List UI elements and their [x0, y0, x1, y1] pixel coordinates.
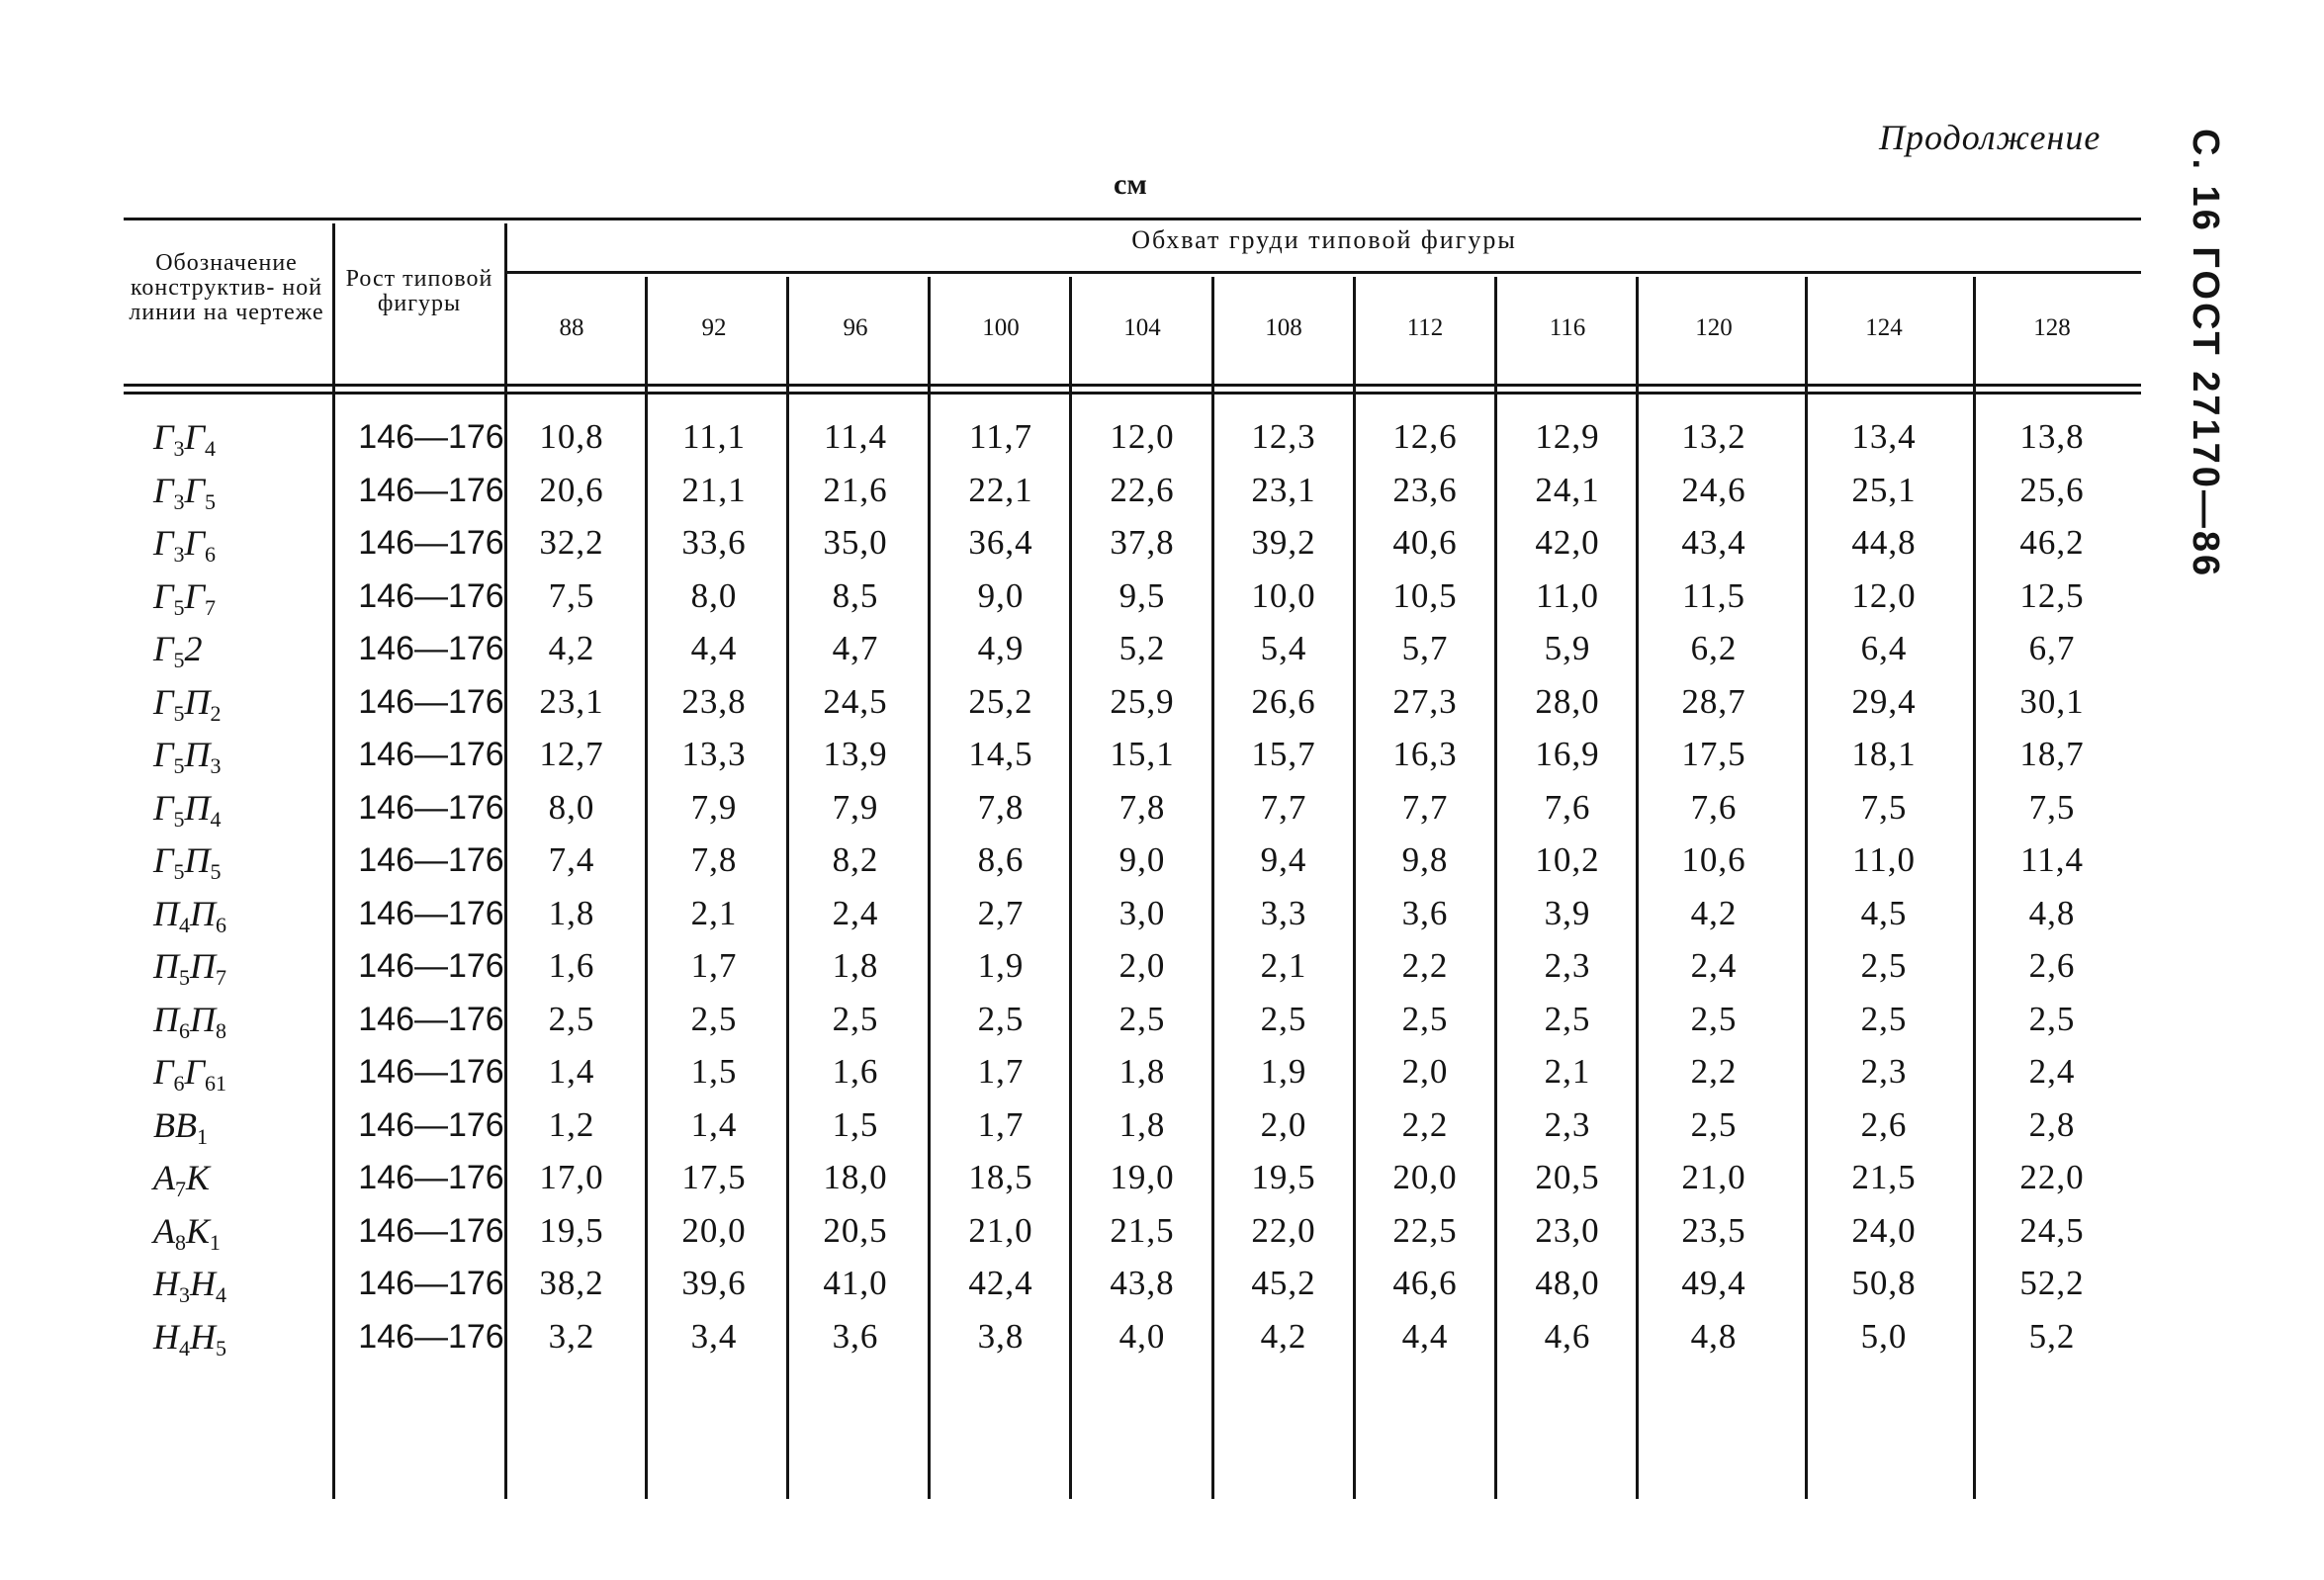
value-cell: 6,4 — [1860, 629, 1908, 667]
value-cell: 39,2 — [1251, 523, 1316, 562]
value-cell: 20,6 — [539, 470, 604, 509]
value-cell: 4,2 — [548, 629, 595, 667]
figure-height-range: 146—176 — [358, 1105, 504, 1144]
value-cell: 7,8 — [977, 787, 1025, 827]
table-row — [0, 1048, 2324, 1101]
column-header-96: 96 — [843, 314, 868, 341]
value-cell: 7,5 — [1860, 787, 1908, 827]
value-cell: 43,8 — [1110, 1264, 1175, 1302]
value-cell: 2,0 — [1260, 1104, 1307, 1144]
value-cell: 16,3 — [1392, 735, 1458, 773]
table-row — [0, 836, 2324, 890]
value-cell: 2,2 — [1690, 1052, 1738, 1091]
table-row — [0, 784, 2324, 837]
value-cell: 2,5 — [1544, 999, 1591, 1038]
value-cell: 13,3 — [681, 735, 747, 773]
value-cell: 18,0 — [823, 1158, 888, 1196]
value-cell: 1,8 — [1118, 1052, 1166, 1091]
value-cell: 40,6 — [1392, 523, 1458, 562]
figure-height-range: 146—176 — [358, 736, 504, 773]
value-cell: 21,0 — [1681, 1158, 1746, 1196]
value-cell: 1,5 — [690, 1052, 738, 1091]
line-designation: $А_8К_1$ — [153, 1210, 221, 1255]
value-cell: 28,0 — [1535, 681, 1600, 721]
line-designation: $Г_3Г_4$ — [153, 417, 216, 461]
value-cell: 18,5 — [968, 1158, 1033, 1196]
value-cell: 9,0 — [1118, 840, 1166, 879]
table-row — [0, 942, 2324, 996]
value-cell: 6,7 — [2028, 629, 2076, 667]
value-cell: 19,0 — [1110, 1158, 1175, 1196]
value-cell: 2,4 — [2028, 1052, 2076, 1091]
figure-height-range: 146—176 — [358, 682, 504, 721]
value-cell: 28,7 — [1681, 681, 1746, 721]
column-header-112: 112 — [1406, 314, 1444, 341]
value-cell: 4,5 — [1860, 893, 1908, 932]
table-row — [0, 890, 2324, 943]
value-cell: 1,6 — [832, 1052, 879, 1091]
value-cell: 4,9 — [977, 629, 1025, 667]
value-cell: 3,9 — [1544, 893, 1591, 932]
figure-height-range: 146—176 — [358, 788, 504, 827]
value-cell: 46,6 — [1392, 1264, 1458, 1302]
value-cell: 49,4 — [1681, 1264, 1746, 1302]
value-cell: 24,5 — [2019, 1210, 2085, 1250]
value-cell: 1,8 — [1118, 1104, 1166, 1144]
value-cell: 2,5 — [1690, 999, 1738, 1038]
value-cell: 16,9 — [1535, 735, 1600, 773]
value-cell: 2,5 — [548, 999, 595, 1038]
value-cell: 2,5 — [1860, 946, 1908, 985]
value-cell: 9,0 — [977, 575, 1025, 615]
value-cell: 12,0 — [1851, 575, 1917, 615]
value-cell: 3,2 — [548, 1316, 595, 1356]
value-cell: 48,0 — [1535, 1264, 1600, 1302]
value-cell: 11,0 — [1852, 840, 1916, 879]
value-cell: 2,5 — [690, 999, 738, 1038]
line-designation: $П_4П_6$ — [153, 893, 226, 937]
value-cell: 1,7 — [977, 1052, 1025, 1091]
value-cell: 10,6 — [1681, 840, 1746, 879]
chest-girth-group-header: Обхват груди типовой фигуры — [1131, 225, 1517, 254]
value-cell: 11,1 — [682, 417, 746, 456]
value-cell: 20,0 — [1392, 1158, 1458, 1196]
value-cell: 13,4 — [1851, 417, 1917, 456]
value-cell: 11,4 — [2020, 840, 2084, 879]
table-row — [0, 1207, 2324, 1261]
value-cell: 25,1 — [1851, 470, 1917, 509]
table-body — [0, 413, 2324, 1365]
value-cell: 6,2 — [1690, 629, 1738, 667]
value-cell: 1,7 — [690, 946, 738, 985]
value-cell: 21,0 — [968, 1210, 1033, 1250]
value-cell: 23,1 — [539, 681, 604, 721]
value-cell: 13,8 — [2019, 417, 2085, 456]
value-cell: 12,6 — [1392, 417, 1458, 456]
value-cell: 25,9 — [1110, 681, 1175, 721]
line-designation: $Г_6Г_{61}$ — [153, 1052, 226, 1096]
value-cell: 2,3 — [1544, 1104, 1591, 1144]
value-cell: 2,7 — [977, 893, 1025, 932]
value-cell: 38,2 — [539, 1264, 604, 1302]
value-cell: 2,1 — [690, 893, 738, 932]
value-cell: 26,6 — [1251, 681, 1316, 721]
value-cell: 1,8 — [832, 946, 879, 985]
value-cell: 35,0 — [823, 523, 888, 562]
value-cell: 22,0 — [1251, 1210, 1316, 1250]
column-header-108: 108 — [1265, 314, 1302, 341]
line-designation: $Г_5П_4$ — [153, 787, 222, 832]
value-cell: 7,4 — [548, 840, 595, 879]
value-cell: 8,6 — [977, 840, 1025, 879]
value-cell: 42,4 — [968, 1264, 1033, 1302]
value-cell: 3,0 — [1118, 893, 1166, 932]
table-row — [0, 731, 2324, 784]
value-cell: 4,7 — [832, 629, 879, 667]
figure-height-range: 146—176 — [358, 524, 504, 562]
value-cell: 13,2 — [1681, 417, 1746, 456]
value-cell: 2,5 — [1260, 999, 1307, 1038]
value-cell: 7,9 — [690, 787, 738, 827]
value-cell: 3,6 — [832, 1316, 879, 1356]
value-cell: 13,9 — [823, 735, 888, 773]
value-cell: 19,5 — [1251, 1158, 1316, 1196]
line-designation: $ВВ_1$ — [153, 1104, 208, 1149]
column-header-120: 120 — [1695, 314, 1733, 341]
figure-height-range: 146—176 — [358, 630, 504, 667]
value-cell: 46,2 — [2019, 523, 2085, 562]
value-cell: 7,5 — [2028, 787, 2076, 827]
value-cell: 27,3 — [1392, 681, 1458, 721]
figure-height-range: 146—176 — [358, 418, 504, 456]
value-cell: 2,3 — [1544, 946, 1591, 985]
value-cell: 2,5 — [1860, 999, 1908, 1038]
value-cell: 1,8 — [548, 893, 595, 932]
value-cell: 8,0 — [548, 787, 595, 827]
value-cell: 25,6 — [2019, 470, 2085, 509]
continuation-label: Продолжение — [1879, 118, 2101, 157]
value-cell: 2,2 — [1401, 946, 1449, 985]
value-cell: 29,4 — [1851, 681, 1917, 721]
value-cell: 2,6 — [1860, 1104, 1908, 1144]
standard-page-label: С. 16 ГОСТ 27170—86 — [2185, 129, 2226, 579]
value-cell: 23,8 — [681, 681, 747, 721]
column-header-124: 124 — [1865, 314, 1903, 341]
value-cell: 24,5 — [823, 681, 888, 721]
value-cell: 8,5 — [832, 575, 879, 615]
value-cell: 7,8 — [690, 840, 738, 879]
value-cell: 10,8 — [539, 417, 604, 456]
value-cell: 11,0 — [1536, 575, 1599, 615]
unit-label: см — [1114, 168, 1147, 201]
value-cell: 2,5 — [2028, 999, 2076, 1038]
value-cell: 24,0 — [1851, 1210, 1917, 1250]
table-row — [0, 572, 2324, 626]
line-designation: $Г_3Г_5$ — [153, 470, 216, 514]
line-designation: $Г_5П_3$ — [153, 735, 222, 778]
value-cell: 23,5 — [1681, 1210, 1746, 1250]
value-cell: 4,4 — [1401, 1316, 1449, 1356]
line-designation: $Н_3Н_4$ — [153, 1264, 226, 1307]
value-cell: 7,6 — [1690, 787, 1738, 827]
line-designation: $Г_3Г_6$ — [153, 523, 216, 567]
value-cell: 12,3 — [1251, 417, 1316, 456]
value-cell: 9,4 — [1260, 840, 1307, 879]
table-row — [0, 1154, 2324, 1207]
figure-height-range: 146—176 — [358, 576, 504, 615]
value-cell: 18,7 — [2019, 735, 2085, 773]
value-cell: 32,2 — [539, 523, 604, 562]
value-cell: 9,5 — [1118, 575, 1166, 615]
value-cell: 22,6 — [1110, 470, 1175, 509]
value-cell: 2,6 — [2028, 946, 2076, 985]
value-cell: 3,3 — [1260, 893, 1307, 932]
table-row — [0, 1101, 2324, 1155]
value-cell: 4,8 — [1690, 1316, 1738, 1356]
value-cell: 1,9 — [1260, 1052, 1307, 1091]
value-cell: 21,5 — [1851, 1158, 1917, 1196]
line-designation: $Н_4Н_5$ — [153, 1316, 226, 1361]
value-cell: 5,4 — [1260, 629, 1307, 667]
value-cell: 4,2 — [1690, 893, 1738, 932]
value-cell: 10,2 — [1535, 840, 1600, 879]
value-cell: 25,2 — [968, 681, 1033, 721]
value-cell: 4,2 — [1260, 1316, 1307, 1356]
value-cell: 10,5 — [1392, 575, 1458, 615]
value-cell: 2,1 — [1544, 1052, 1591, 1091]
value-cell: 5,7 — [1401, 629, 1449, 667]
value-cell: 20,5 — [1535, 1158, 1600, 1196]
value-cell: 2,5 — [832, 999, 879, 1038]
value-cell: 23,0 — [1535, 1210, 1600, 1250]
value-cell: 39,6 — [681, 1264, 747, 1302]
value-cell: 5,9 — [1544, 629, 1591, 667]
figure-height-range: 146—176 — [358, 1265, 504, 1302]
column-header-92: 92 — [701, 314, 727, 341]
value-cell: 7,7 — [1260, 787, 1307, 827]
value-cell: 21,5 — [1110, 1210, 1175, 1250]
value-cell: 2,3 — [1860, 1052, 1908, 1091]
value-cell: 45,2 — [1251, 1264, 1316, 1302]
value-cell: 11,7 — [969, 417, 1032, 456]
table-row — [0, 519, 2324, 572]
value-cell: 52,2 — [2019, 1264, 2085, 1302]
line-designation: $Г_5П_2$ — [153, 681, 222, 726]
value-cell: 20,5 — [823, 1210, 888, 1250]
value-cell: 12,5 — [2019, 575, 2085, 615]
line-designation: $П_5П_7$ — [153, 946, 226, 990]
value-cell: 1,4 — [690, 1104, 738, 1144]
value-cell: 7,9 — [832, 787, 879, 827]
value-cell: 42,0 — [1535, 523, 1600, 562]
value-cell: 5,2 — [1118, 629, 1166, 667]
value-cell: 30,1 — [2019, 681, 2085, 721]
value-cell: 1,6 — [548, 946, 595, 985]
value-cell: 4,4 — [690, 629, 738, 667]
value-cell: 19,5 — [539, 1210, 604, 1250]
value-cell: 2,4 — [1690, 946, 1738, 985]
value-cell: 24,6 — [1681, 470, 1746, 509]
value-cell: 22,0 — [2019, 1158, 2085, 1196]
value-cell: 2,8 — [2028, 1104, 2076, 1144]
value-cell: 50,8 — [1851, 1264, 1917, 1302]
table-row — [0, 1260, 2324, 1313]
value-cell: 2,1 — [1260, 946, 1307, 985]
figure-height-range: 146—176 — [358, 1000, 504, 1038]
table-row — [0, 678, 2324, 732]
line-designation: $Г_52$ — [153, 629, 203, 672]
column-header-128: 128 — [2033, 314, 2071, 341]
value-cell: 3,6 — [1401, 893, 1449, 932]
value-cell: 4,6 — [1544, 1316, 1591, 1356]
value-cell: 44,8 — [1851, 523, 1917, 562]
value-cell: 5,0 — [1860, 1316, 1908, 1356]
figure-height-range: 146—176 — [358, 894, 504, 932]
table-row — [0, 625, 2324, 678]
value-cell: 7,7 — [1401, 787, 1449, 827]
value-cell: 12,9 — [1535, 417, 1600, 456]
value-cell: 36,4 — [968, 523, 1033, 562]
value-cell: 7,8 — [1118, 787, 1166, 827]
value-cell: 24,1 — [1535, 470, 1600, 509]
value-cell: 2,0 — [1401, 1052, 1449, 1091]
value-cell: 1,2 — [548, 1104, 595, 1144]
height-column-header: Рост типовой фигуры — [345, 266, 493, 316]
value-cell: 18,1 — [1851, 735, 1917, 773]
value-cell: 2,5 — [1118, 999, 1166, 1038]
value-cell: 5,2 — [2028, 1316, 2076, 1356]
value-cell: 2,5 — [1690, 1104, 1738, 1144]
value-cell: 8,2 — [832, 840, 879, 879]
value-cell: 23,1 — [1251, 470, 1316, 509]
value-cell: 10,0 — [1251, 575, 1316, 615]
table-row — [0, 467, 2324, 520]
value-cell: 15,1 — [1110, 735, 1175, 773]
value-cell: 2,4 — [832, 893, 879, 932]
value-cell: 7,6 — [1544, 787, 1591, 827]
value-cell: 3,4 — [690, 1316, 738, 1356]
value-cell: 1,5 — [832, 1104, 879, 1144]
designation-column-header: Обозначение конструктив- ной линии на чертеже — [129, 250, 324, 325]
value-cell: 4,8 — [2028, 893, 2076, 932]
value-cell: 1,7 — [977, 1104, 1025, 1144]
value-cell: 11,4 — [824, 417, 887, 456]
column-header-100: 100 — [982, 314, 1020, 341]
value-cell: 22,5 — [1392, 1210, 1458, 1250]
column-header-104: 104 — [1123, 314, 1161, 341]
value-cell: 4,0 — [1118, 1316, 1166, 1356]
column-header-116: 116 — [1549, 314, 1586, 341]
value-cell: 41,0 — [823, 1264, 888, 1302]
value-cell: 2,5 — [1401, 999, 1449, 1038]
value-cell: 12,0 — [1110, 417, 1175, 456]
value-cell: 23,6 — [1392, 470, 1458, 509]
value-cell: 7,5 — [548, 575, 595, 615]
table-row — [0, 996, 2324, 1049]
line-designation: $Г_5П_5$ — [153, 840, 222, 884]
figure-height-range: 146—176 — [358, 841, 504, 879]
value-cell: 17,5 — [1681, 735, 1746, 773]
value-cell: 22,1 — [968, 470, 1033, 509]
figure-height-range: 146—176 — [358, 471, 504, 509]
value-cell: 2,5 — [977, 999, 1025, 1038]
value-cell: 43,4 — [1681, 523, 1746, 562]
value-cell: 20,0 — [681, 1210, 747, 1250]
value-cell: 2,0 — [1118, 946, 1166, 985]
value-cell: 9,8 — [1401, 840, 1449, 879]
value-cell: 8,0 — [690, 575, 738, 615]
value-cell: 11,5 — [1682, 575, 1745, 615]
value-cell: 33,6 — [681, 523, 747, 562]
value-cell: 21,1 — [681, 470, 747, 509]
figure-height-range: 146—176 — [358, 947, 504, 985]
value-cell: 2,2 — [1401, 1104, 1449, 1144]
line-designation: $Г_5Г_7$ — [153, 575, 216, 620]
value-cell: 17,0 — [539, 1158, 604, 1196]
value-cell: 1,9 — [977, 946, 1025, 985]
line-designation: $А_7К$ — [153, 1158, 210, 1201]
value-cell: 12,7 — [539, 735, 604, 773]
value-cell: 21,6 — [823, 470, 888, 509]
line-designation: $П_6П_8$ — [153, 999, 226, 1043]
value-cell: 17,5 — [681, 1158, 747, 1196]
value-cell: 37,8 — [1110, 523, 1175, 562]
value-cell: 15,7 — [1251, 735, 1316, 773]
figure-height-range: 146—176 — [358, 1317, 504, 1356]
figure-height-range: 146—176 — [358, 1211, 504, 1250]
value-cell: 14,5 — [968, 735, 1033, 773]
figure-height-range: 146—176 — [358, 1159, 504, 1196]
table-row — [0, 413, 2324, 467]
figure-height-range: 146—176 — [358, 1053, 504, 1091]
column-header-88: 88 — [559, 314, 584, 341]
value-cell: 3,8 — [977, 1316, 1025, 1356]
table-row — [0, 1313, 2324, 1366]
value-cell: 1,4 — [548, 1052, 595, 1091]
